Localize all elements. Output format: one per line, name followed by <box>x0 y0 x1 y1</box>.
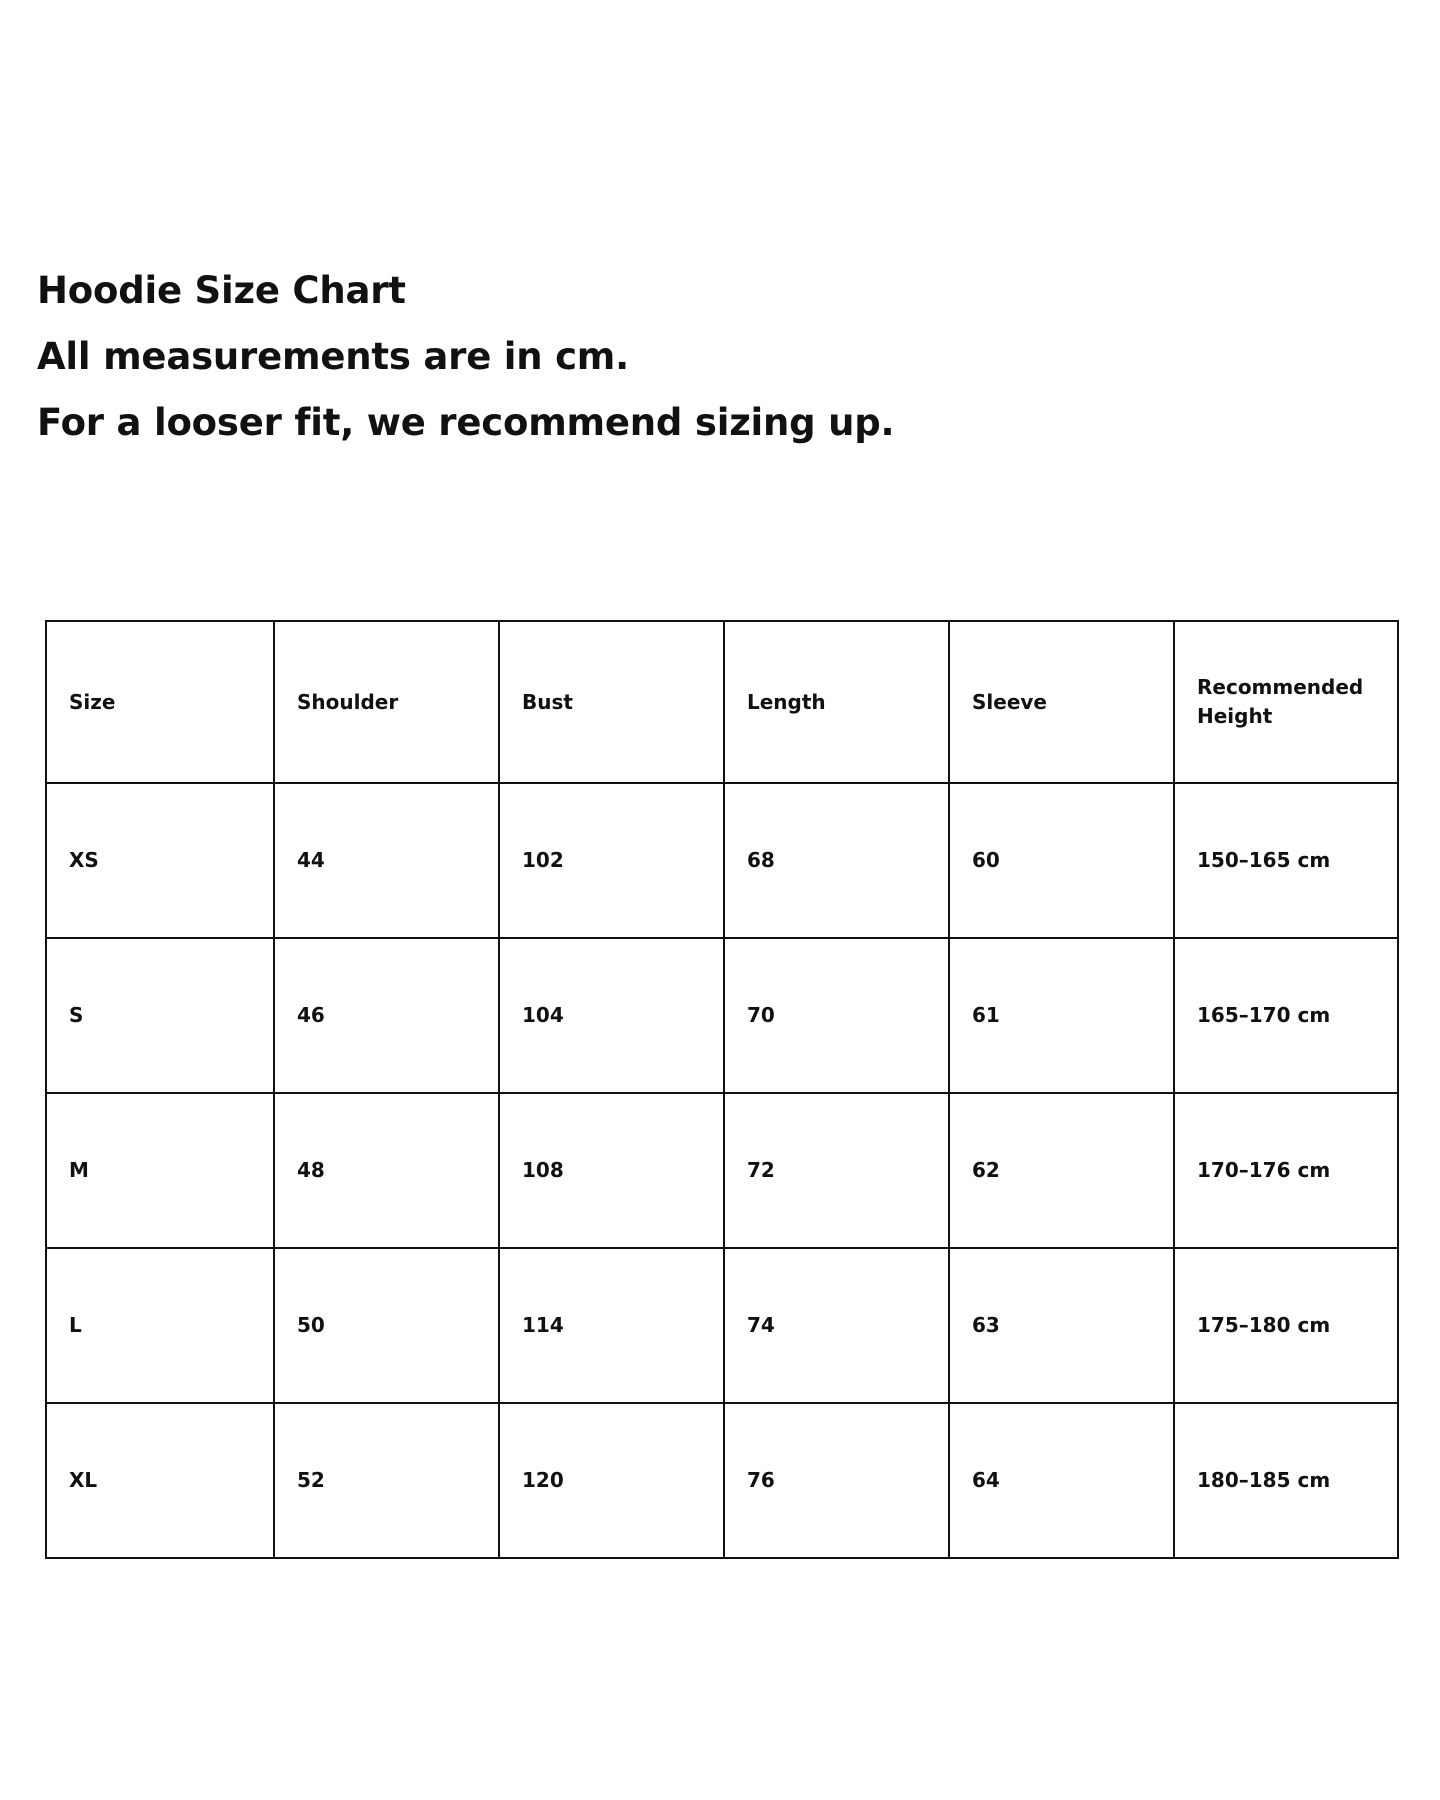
table-row <box>46 938 1398 1093</box>
column-header-sleeve <box>949 621 1174 783</box>
cell-sleeve: 63 <box>949 1248 1174 1403</box>
cell-size: XL <box>46 1403 274 1558</box>
cell-sleeve: 62 <box>949 1093 1174 1248</box>
cell-bust: 108 <box>499 1093 724 1248</box>
cell-sleeve: 61 <box>949 938 1174 1093</box>
cell-recommended-height: 175–180 cm <box>1174 1248 1398 1403</box>
cell-size: M <box>46 1093 274 1248</box>
column-header-sleeve-label: Sleeve <box>972 689 1047 714</box>
column-header-recommended-height-label: Recommended Height <box>1197 675 1364 728</box>
column-header-shoulder-label: Shoulder <box>297 689 399 714</box>
page-title: Hoodie Size Chart <box>37 269 406 312</box>
cell-length: 74 <box>724 1248 949 1403</box>
cell-recommended-height: 180–185 cm <box>1174 1403 1398 1558</box>
cell-shoulder: 48 <box>274 1093 499 1248</box>
table-row <box>46 1093 1398 1248</box>
table-header-row <box>46 621 1398 783</box>
cell-bust: 120 <box>499 1403 724 1558</box>
cell-size: L <box>46 1248 274 1403</box>
cell-length: 76 <box>724 1403 949 1558</box>
cell-sleeve: 64 <box>949 1403 1174 1558</box>
column-header-size <box>46 621 274 783</box>
table-row <box>46 1403 1398 1558</box>
fit-recommendation-note: For a looser fit, we recommend sizing up. <box>37 400 895 444</box>
table-row <box>46 783 1398 938</box>
cell-recommended-height: 165–170 cm <box>1174 938 1398 1093</box>
cell-shoulder: 52 <box>274 1403 499 1558</box>
cell-shoulder: 46 <box>274 938 499 1093</box>
cell-length: 68 <box>724 783 949 938</box>
page-title-block <box>37 258 1237 456</box>
cell-shoulder: 50 <box>274 1248 499 1403</box>
column-header-length <box>724 621 949 783</box>
cell-shoulder: 44 <box>274 783 499 938</box>
cell-recommended-height: 170–176 cm <box>1174 1093 1398 1248</box>
cell-bust: 102 <box>499 783 724 938</box>
cell-bust: 104 <box>499 938 724 1093</box>
cell-size: XS <box>46 783 274 938</box>
cell-bust: 114 <box>499 1248 724 1403</box>
size-chart-table <box>45 620 1399 1559</box>
cell-length: 72 <box>724 1093 949 1248</box>
column-header-size-label: Size <box>69 689 116 714</box>
cell-size: S <box>46 938 274 1093</box>
column-header-bust-label: Bust <box>522 689 573 714</box>
cell-length: 70 <box>724 938 949 1093</box>
cell-recommended-height: 150–165 cm <box>1174 783 1398 938</box>
column-header-shoulder <box>274 621 499 783</box>
table-row <box>46 1248 1398 1403</box>
cell-sleeve: 60 <box>949 783 1174 938</box>
measurement-units-note: All measurements are in cm. <box>37 334 630 378</box>
column-header-length-label: Length <box>747 689 826 714</box>
column-header-recommended-height <box>1174 621 1398 783</box>
column-header-bust <box>499 621 724 783</box>
